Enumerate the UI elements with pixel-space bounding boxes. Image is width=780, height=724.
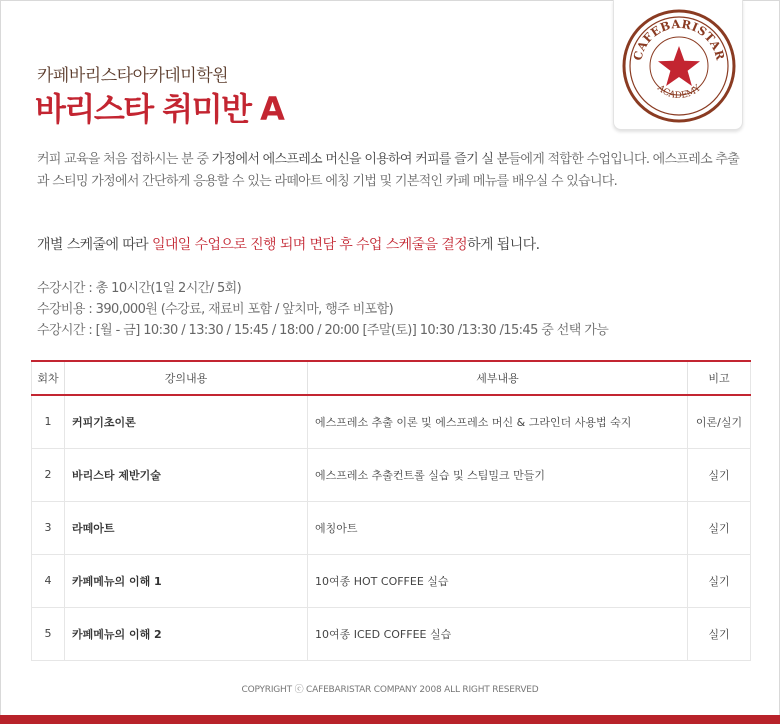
row-session: 3: [32, 501, 65, 554]
intro-seg-emphasis: 가정에서 에스프레소 머신을 이용하여 커피를 즐기 실 분: [211, 152, 509, 167]
row-session: 2: [32, 448, 65, 501]
cafebaristar-academy-logo: [619, 6, 739, 126]
row-detail: 에스프레소 추출컨트롤 실습 및 스팀밀크 만들기: [308, 448, 688, 501]
course-duration: 수강시간 : 총 10시간(1일 2시간/ 5회): [37, 281, 242, 296]
row-note: 실기: [688, 448, 751, 501]
copyright: COPYRIGHT ⓒ CAFEBARISTAR COMPANY 2008 ALL RIGHT RESERVED: [241, 685, 539, 695]
table-row: [32, 607, 751, 660]
notice-highlight: 일대일 수업으로 진행 되며 면담 후 수업 스케줄을 결정: [151, 237, 468, 253]
academy-name: 카페바리스타아카데미학원: [37, 66, 229, 86]
course-fee: 수강비용 : 390,000원 (수강료, 재료비 포함 / 앞치마, 행주 비포함): [37, 302, 394, 317]
logo-arc-top: CAFEBARISTAR: [630, 16, 728, 62]
row-lecture: 카페메뉴의 이해 2: [65, 607, 308, 660]
row-note: 실기: [688, 501, 751, 554]
logo-card: [613, 0, 743, 130]
row-detail: 10여종 HOT COFFEE 실습: [308, 554, 688, 607]
schedule-notice: [37, 234, 539, 254]
table-row: [32, 554, 751, 607]
intro-text: [37, 149, 749, 193]
row-session: 1: [32, 395, 65, 448]
row-lecture: 바리스타 제반기술: [65, 448, 308, 501]
header-session: 회차: [32, 361, 65, 395]
table-row: [32, 501, 751, 554]
course-info: [37, 278, 608, 341]
row-lecture: 카페메뉴의 이해 1: [65, 554, 308, 607]
svg-text:ACADEMY: [654, 83, 703, 101]
header-lecture: 강의내용: [65, 361, 308, 395]
notice-pre: 개별 스케줄에 따라: [37, 237, 152, 253]
row-lecture: 커피기초이론: [65, 395, 308, 448]
row-lecture: 라떼아트: [65, 501, 308, 554]
row-detail: 에칭아트: [308, 501, 688, 554]
course-schedule: 수강시간 : [월 - 금] 10:30 / 13:30 / 15:45 / 18:00 / 20:00 [주말(토)] 10:30 /13:30 /15:45 중 선택 가능: [37, 323, 609, 338]
header-note: 비고: [688, 361, 751, 395]
row-note: 실기: [688, 554, 751, 607]
header-detail: 세부내용: [308, 361, 688, 395]
star-icon: [658, 46, 700, 86]
logo-arc-bottom: ACADEMY: [655, 83, 703, 102]
intro-seg-3: 들에게 적합한 수업입니다. 에스프레소 추출과 스티밍 가정에서 간단하게 응용할 수 있는 라떼아트 에칭 기법 및 기본적인 카페 메뉴를 배우실 수 있습니다.: [37, 152, 740, 189]
page-title: 바리스타 취미반 A: [35, 90, 284, 128]
curriculum-table: [31, 360, 751, 661]
intro-seg-1: 커피 교육을 처음 접하시는 분 중: [37, 152, 212, 167]
bottom-accent-bar: [0, 715, 780, 724]
table-row: [32, 395, 751, 448]
row-note: 실기: [688, 607, 751, 660]
row-detail: 10여종 ICED COFFEE 실습: [308, 607, 688, 660]
row-session: 5: [32, 607, 65, 660]
row-detail: 에스프레소 추출 이론 및 에스프레소 머신 & 그라인더 사용법 숙지: [308, 395, 688, 448]
table-row: [32, 448, 751, 501]
table-header-row: [32, 361, 751, 395]
notice-post: 하게 됩니다.: [467, 237, 540, 253]
row-session: 4: [32, 554, 65, 607]
row-note: 이론/실기: [688, 395, 751, 448]
